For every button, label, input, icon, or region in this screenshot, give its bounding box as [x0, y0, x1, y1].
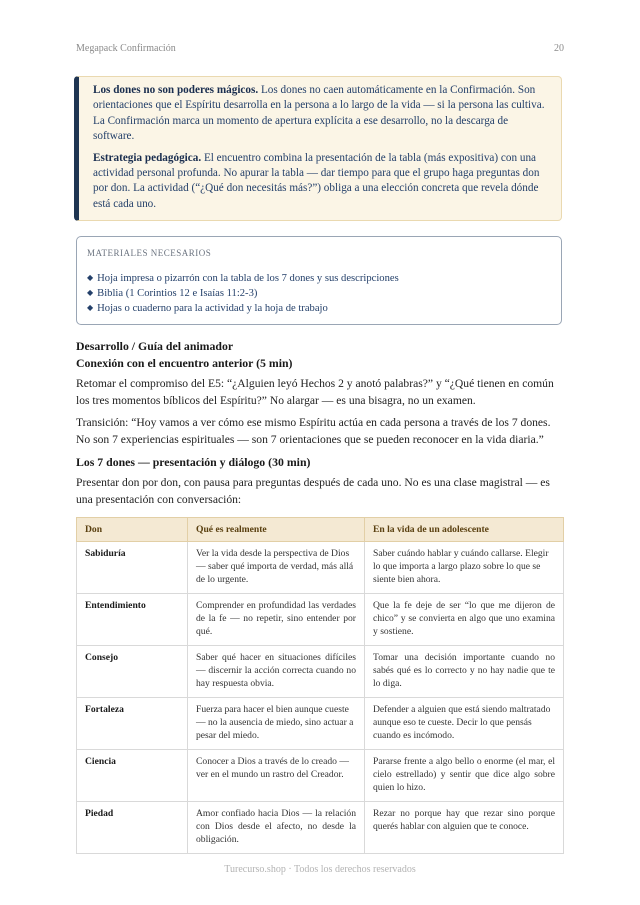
gift-teen-life: Que la fe deje de ser “lo que me dijeron de chico” y se convierta en algo que uno examina y sostiene. — [365, 593, 564, 645]
column-header: Qué es realmente — [188, 517, 365, 541]
paragraph: Retomar el compromiso del E5: “¿Alguien leyó Hechos 2 y anotó palabras?” y “¿Qué tienen en común los tres momentos bíblicos del Espíritu?” No alargar — es una bisagra, no un examen. — [76, 377, 554, 407]
gift-name: Sabiduría — [77, 541, 188, 593]
callout-paragraph-1 — [93, 83, 549, 145]
subsection-title-connection: Conexión con el encuentro anterior (5 min) — [76, 356, 293, 370]
gift-name: Ciencia — [77, 749, 188, 801]
gift-name: Piedad — [77, 801, 188, 853]
materials-list — [87, 271, 551, 316]
gift-meaning: Comprender en profundidad las verdades de la fe — no repetir, sino entender por qué. — [188, 593, 365, 645]
table-row — [77, 593, 564, 645]
table-row — [77, 697, 564, 749]
gift-name: Entendimiento — [77, 593, 188, 645]
gift-meaning: Conocer a Dios a través de lo creado — ver en el mundo un rastro del Creador. — [188, 749, 365, 801]
gifts-table — [76, 517, 564, 854]
materials-item: ◆ Hoja impresa o pizarrón con la tabla de los 7 dones y sus descripciones — [87, 271, 551, 286]
gift-meaning: Ver la vida desde la perspectiva de Dios — saber qué importa de verdad, más allá de lo urgente. — [188, 541, 365, 593]
running-header — [76, 43, 564, 54]
gift-name: Fortaleza — [77, 697, 188, 749]
page-footer: Turecurso.shop · Todos los derechos reservados — [224, 864, 416, 875]
main-content — [76, 338, 564, 854]
materials-title: MATERIALES NECESARIOS — [87, 248, 212, 258]
section-title: Desarrollo / Guía del animador — [76, 339, 234, 353]
column-header: En la vida de un adolescente — [365, 517, 564, 541]
callout-heading-2: Estrategia pedagógica. — [93, 151, 202, 164]
callout-text-2: El encuentro combina la presentación de la tabla (más expositiva) con una actividad personal profunda. No apurar la tabla — dar tiempo para que el grupo haga preguntas don por don. La actividad (“¿Qué don necesitás más?”) obliga a una elección concreta que revela dónde está cada uno. — [93, 151, 540, 210]
paragraph: Presentar don por don, con pausa para preguntas después de cada uno. No es una clase magistral — es una presentación con conversación: — [76, 476, 550, 506]
materials-item: ◆ Hojas o cuaderno para la actividad y la hoja de trabajo — [87, 301, 551, 316]
gift-meaning: Fuerza para hacer el bien aunque cueste — no la ausencia de miedo, sino actuar a pesar del miedo. — [188, 697, 365, 749]
gift-teen-life: Tomar una decisión importante cuando no sabés qué es lo correcto y no hay nadie que te lo diga. — [365, 645, 564, 697]
callout-paragraph-2 — [93, 151, 549, 213]
table-header-row — [77, 517, 564, 541]
table-row — [77, 749, 564, 801]
gift-teen-life: Saber cuándo hablar y cuándo callarse. Elegir lo que importa a largo plazo sobre lo que se siente bien ahora. — [365, 541, 564, 593]
gift-meaning: Amor confiado hacia Dios — la relación con Dios desde el afecto, no desde la obligación. — [188, 801, 365, 853]
materials-item: ◆ Biblia (1 Corintios 12 e Isaías 11:2-3) — [87, 286, 551, 301]
page-number: 20 — [554, 43, 564, 54]
paragraph: Transición: “Hoy vamos a ver cómo ese mismo Espíritu actúa en cada persona a través de los 7 dones. No son 7 experiencias espirituales — son 7 orientaciones que se pueden reconocer en la vida diaria.” — [76, 416, 551, 446]
gift-name: Consejo — [77, 645, 188, 697]
table-row — [77, 541, 564, 593]
gift-teen-life: Rezar no porque hay que rezar sino porque querés hablar con alguien que te conoce. — [365, 801, 564, 853]
callout-heading-1: Los dones no son poderes mágicos. — [93, 84, 259, 96]
note-callout — [74, 76, 562, 221]
table-row — [77, 645, 564, 697]
materials-box — [76, 236, 562, 325]
document-title: Megapack Confirmación — [76, 43, 176, 54]
gift-meaning: Saber qué hacer en situaciones difíciles — discernir la acción correcta cuando no hay respuesta obvia. — [188, 645, 365, 697]
column-header: Don — [77, 517, 188, 541]
gift-teen-life: Pararse frente a algo bello o enorme (el mar, el cielo estrellado) y sentir que dice algo sobre quien lo hizo. — [365, 749, 564, 801]
table-row — [77, 801, 564, 853]
gift-teen-life: Defender a alguien que está siendo maltratado aunque eso te cueste. Decir lo que pensás cuando es incómodo. — [365, 697, 564, 749]
subsection-title-gifts: Los 7 dones — presentación y diálogo (30 min) — [76, 455, 311, 470]
callout-text-1: Los dones no caen automáticamente en la Confirmación. Son orientaciones que el Espíritu desarrolla en la persona a lo largo de la vida — si la persona las cultiva. La Confirmación marca un momento de apertura explícita a ese desarrollo, no la descarga de software. — [93, 84, 545, 143]
